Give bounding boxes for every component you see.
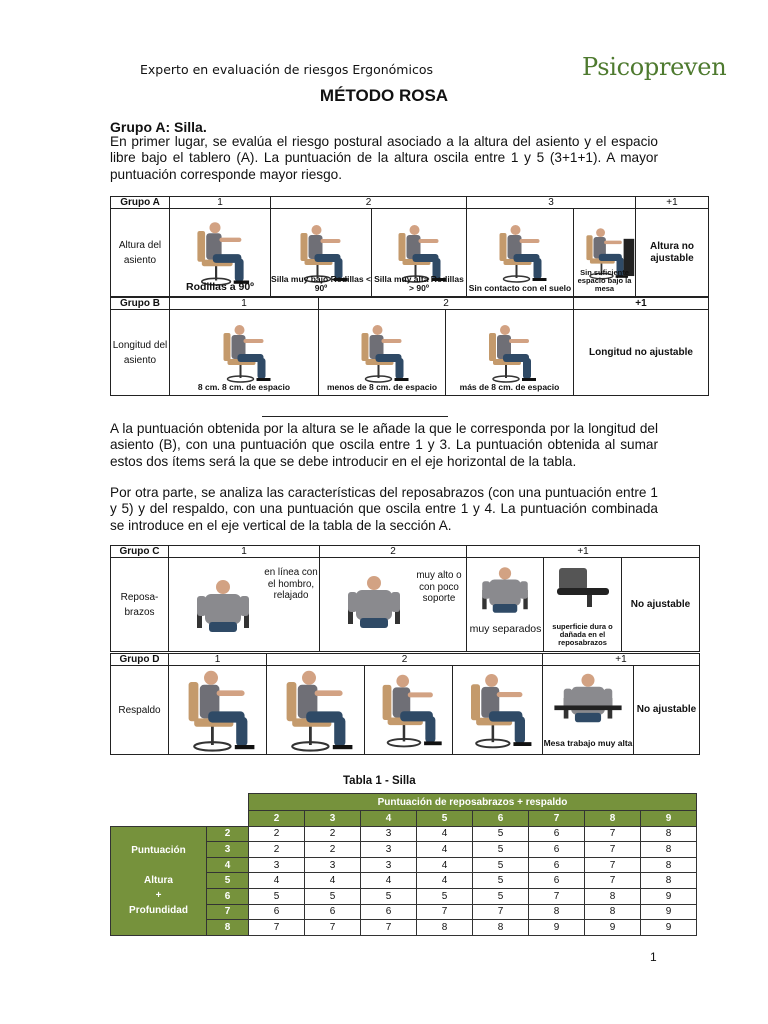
table-corner-2 — [111, 811, 249, 827]
caption-seat-more: más de 8 cm. de espacio — [459, 382, 560, 392]
group-d-row-label: Respaldo — [111, 666, 169, 755]
page-title: MÉTODO ROSA — [319, 86, 449, 105]
group-d-score-2: 2 — [267, 654, 543, 666]
chair-score-table — [110, 793, 697, 936]
row-header-line: Profundidad — [129, 905, 188, 917]
score-cell: 6 — [529, 826, 585, 842]
row-label-5: 5 — [207, 873, 249, 889]
group-a-label: Grupo A — [111, 197, 170, 209]
armrest-wide-image — [467, 558, 544, 652]
score-cell: 6 — [529, 842, 585, 858]
col-header-3: 3 — [305, 811, 361, 827]
score-cell: 5 — [417, 888, 473, 904]
col-header-7: 7 — [529, 811, 585, 827]
row-label-8: 8 — [207, 920, 249, 936]
score-cell: 3 — [361, 826, 417, 842]
score-cell: 6 — [305, 904, 361, 920]
score-cell: 6 — [361, 904, 417, 920]
score-cell: 7 — [417, 904, 473, 920]
document-header: Experto en evaluación de riesgos Ergonómicos — [140, 62, 433, 77]
score-cell: 7 — [585, 857, 641, 873]
score-cell: 7 — [585, 826, 641, 842]
score-cell: 3 — [361, 857, 417, 873]
score-cell: 5 — [305, 888, 361, 904]
row-label-6: 6 — [207, 888, 249, 904]
score-cell: 4 — [417, 842, 473, 858]
col-header-5: 5 — [417, 811, 473, 827]
caption-seat-8cm: 8 cm. 8 cm. de espacio — [197, 382, 291, 392]
score-cell: 4 — [305, 873, 361, 889]
paragraph-armrest-backrest: Por otra parte, se analiza las características del reposabrazos (con una puntuación entre 1 y 5) y del respaldo, con una puntuación que oscila entre 1 y 4. La puntuación combinada se introduce en el eje vertical de la tabla de la sección A. — [110, 485, 658, 533]
score-cell: 6 — [529, 873, 585, 889]
desk-too-high-image — [543, 666, 634, 755]
score-cell: 2 — [249, 842, 305, 858]
seat-depth-less-image — [319, 310, 446, 396]
group-c-score-2: 2 — [320, 546, 467, 558]
score-cell: 9 — [641, 920, 697, 936]
row-group-header — [111, 826, 207, 935]
group-b-score-1: 1 — [170, 298, 319, 310]
score-cell: 3 — [305, 857, 361, 873]
group-a-row-label: Altura del asiento — [111, 209, 170, 297]
caption-armrest-relaxed: en línea con el hombro, relajado — [264, 567, 318, 601]
score-cell: 8 — [529, 904, 585, 920]
score-cell: 3 — [361, 842, 417, 858]
divider — [262, 416, 448, 417]
score-cell: 2 — [305, 842, 361, 858]
group-a-score-2: 2 — [271, 197, 467, 209]
score-cell: 9 — [641, 904, 697, 920]
height-not-adjustable-note: Altura no ajustable — [636, 209, 709, 297]
group-b-table — [110, 297, 709, 396]
group-d-table — [110, 653, 700, 755]
feet-no-contact-image — [467, 209, 574, 297]
chair-too-low-image — [271, 209, 372, 297]
backrest-reclined-image — [365, 666, 453, 755]
table-row — [111, 826, 697, 842]
score-cell: 4 — [249, 873, 305, 889]
group-d-score-plus1: +1 — [543, 654, 700, 666]
score-cell: 5 — [473, 857, 529, 873]
row-label-7: 7 — [207, 904, 249, 920]
score-cell: 9 — [641, 888, 697, 904]
group-a-score-3: 3 — [467, 197, 636, 209]
score-cell: 6 — [249, 904, 305, 920]
score-cell: 8 — [641, 842, 697, 858]
chair-too-high-image — [372, 209, 467, 297]
group-d-label: Grupo D — [111, 654, 169, 666]
group-c-label: Grupo C — [111, 546, 169, 558]
score-cell: 8 — [585, 888, 641, 904]
paragraph-seat-length: A la puntuación obtenida por la altura se le añade la que le corresponda por la longitud del asiento (B), con una puntuación que oscila entre 1 y 3. La puntuación obtenida al sumar estos dos ítems será la que se debe introducir en el eje horizontal de la tabla. — [110, 421, 658, 469]
group-c-score-plus1: +1 — [467, 546, 700, 558]
backrest-no-support-image — [453, 666, 543, 755]
caption-knees-90: Rodillas a 90º — [185, 281, 255, 293]
score-cell: 7 — [249, 920, 305, 936]
score-cell: 7 — [473, 904, 529, 920]
score-cell: 9 — [585, 920, 641, 936]
caption-armrest-wide: muy separados — [469, 623, 542, 635]
col-header-2: 2 — [249, 811, 305, 827]
score-cell: 7 — [585, 873, 641, 889]
score-cell: 8 — [641, 857, 697, 873]
score-cell: 8 — [417, 920, 473, 936]
col-header-9: 9 — [641, 811, 697, 827]
score-cell: 5 — [361, 888, 417, 904]
score-cell: 5 — [249, 888, 305, 904]
row-header-line: + — [155, 890, 162, 902]
chair-knees-90-image — [170, 209, 271, 297]
score-cell: 9 — [529, 920, 585, 936]
caption-desk-too-high: Mesa trabajo muy alta — [543, 738, 633, 748]
table-corner — [111, 794, 249, 811]
col-header-4: 4 — [361, 811, 417, 827]
backrest-upright-image — [169, 666, 267, 755]
score-cell: 4 — [417, 857, 473, 873]
psicopreven-logo: Psicopreven — [582, 53, 727, 81]
group-c-row-label: Reposa-brazos — [111, 558, 169, 652]
score-cell: 3 — [249, 857, 305, 873]
page-number: 1 — [650, 950, 657, 964]
score-cell: 5 — [473, 888, 529, 904]
caption-no-legroom: Sin suficiente espacio bajo la mesa — [577, 268, 632, 293]
armrest-too-high-image — [320, 558, 467, 652]
row-header-line: Puntuación — [131, 845, 186, 857]
row-label-4: 4 — [207, 857, 249, 873]
table-1-title: Tabla 1 - Silla — [343, 775, 416, 787]
caption-armrest-hard: superficie dura o dañada en el reposabrazos — [552, 622, 613, 647]
row-label-3: 3 — [207, 842, 249, 858]
length-not-adjustable-note: Longitud no ajustable — [574, 310, 709, 396]
armrest-hard-surface-image — [544, 558, 622, 652]
armrest-not-adjustable-note: No ajustable — [622, 558, 700, 652]
group-ab-table — [110, 196, 709, 297]
section-subtitle: Grupo A: Silla. — [110, 119, 207, 135]
score-cell: 5 — [473, 842, 529, 858]
backrest-leaning-image — [267, 666, 365, 755]
score-cell: 5 — [473, 826, 529, 842]
group-d-score-1: 1 — [169, 654, 267, 666]
score-cell: 8 — [641, 873, 697, 889]
group-b-score-2: 2 — [319, 298, 574, 310]
backrest-not-adjustable-note: No ajustable — [634, 666, 700, 755]
row-header-line: Altura — [144, 875, 173, 887]
row-label-2: 2 — [207, 826, 249, 842]
caption-too-low: Silla muy bajo Rodillas < 90º — [271, 274, 371, 293]
group-b-label: Grupo B — [111, 298, 170, 310]
seat-depth-more-image — [446, 310, 574, 396]
score-cell: 6 — [529, 857, 585, 873]
group-b-score-plus1: +1 — [574, 298, 709, 310]
score-cell: 2 — [305, 826, 361, 842]
score-cell: 2 — [249, 826, 305, 842]
score-cell: 7 — [361, 920, 417, 936]
caption-seat-less: menos de 8 cm. de espacio — [326, 382, 438, 392]
score-cell: 8 — [473, 920, 529, 936]
group-a-score-1: 1 — [170, 197, 271, 209]
score-cell: 4 — [361, 873, 417, 889]
caption-too-high: Silla muy alta Rodillas > 90º — [374, 274, 464, 293]
armrest-relaxed-image — [169, 558, 320, 652]
no-legroom-image — [574, 209, 636, 297]
group-b-row-label: Longitud del asiento — [111, 310, 170, 396]
group-c-table — [110, 545, 700, 652]
paragraph-intro: En primer lugar, se evalúa el riesgo postural asociado a la altura del asiento y el espacio libre bajo el tablero (A). La puntuación de la altura oscila entre 1 y 5 (3+1+1). A mayor puntuación corresponde mayor riesgo. — [110, 134, 658, 182]
col-group-header: Puntuación de reposabrazos + respaldo — [249, 794, 697, 811]
score-cell: 8 — [585, 904, 641, 920]
group-c-score-1: 1 — [169, 546, 320, 558]
score-cell: 7 — [529, 888, 585, 904]
caption-no-floor-contact: Sin contacto con el suelo — [468, 283, 572, 293]
score-cell: 7 — [305, 920, 361, 936]
seat-depth-8cm-image — [170, 310, 319, 396]
score-cell: 8 — [641, 826, 697, 842]
score-cell: 4 — [417, 873, 473, 889]
score-cell: 7 — [585, 842, 641, 858]
caption-armrest-high: muy alto o con poco soporte — [416, 570, 462, 604]
score-cell: 4 — [417, 826, 473, 842]
col-header-6: 6 — [473, 811, 529, 827]
col-header-8: 8 — [585, 811, 641, 827]
score-cell: 5 — [473, 873, 529, 889]
group-a-score-plus1: +1 — [636, 197, 709, 209]
